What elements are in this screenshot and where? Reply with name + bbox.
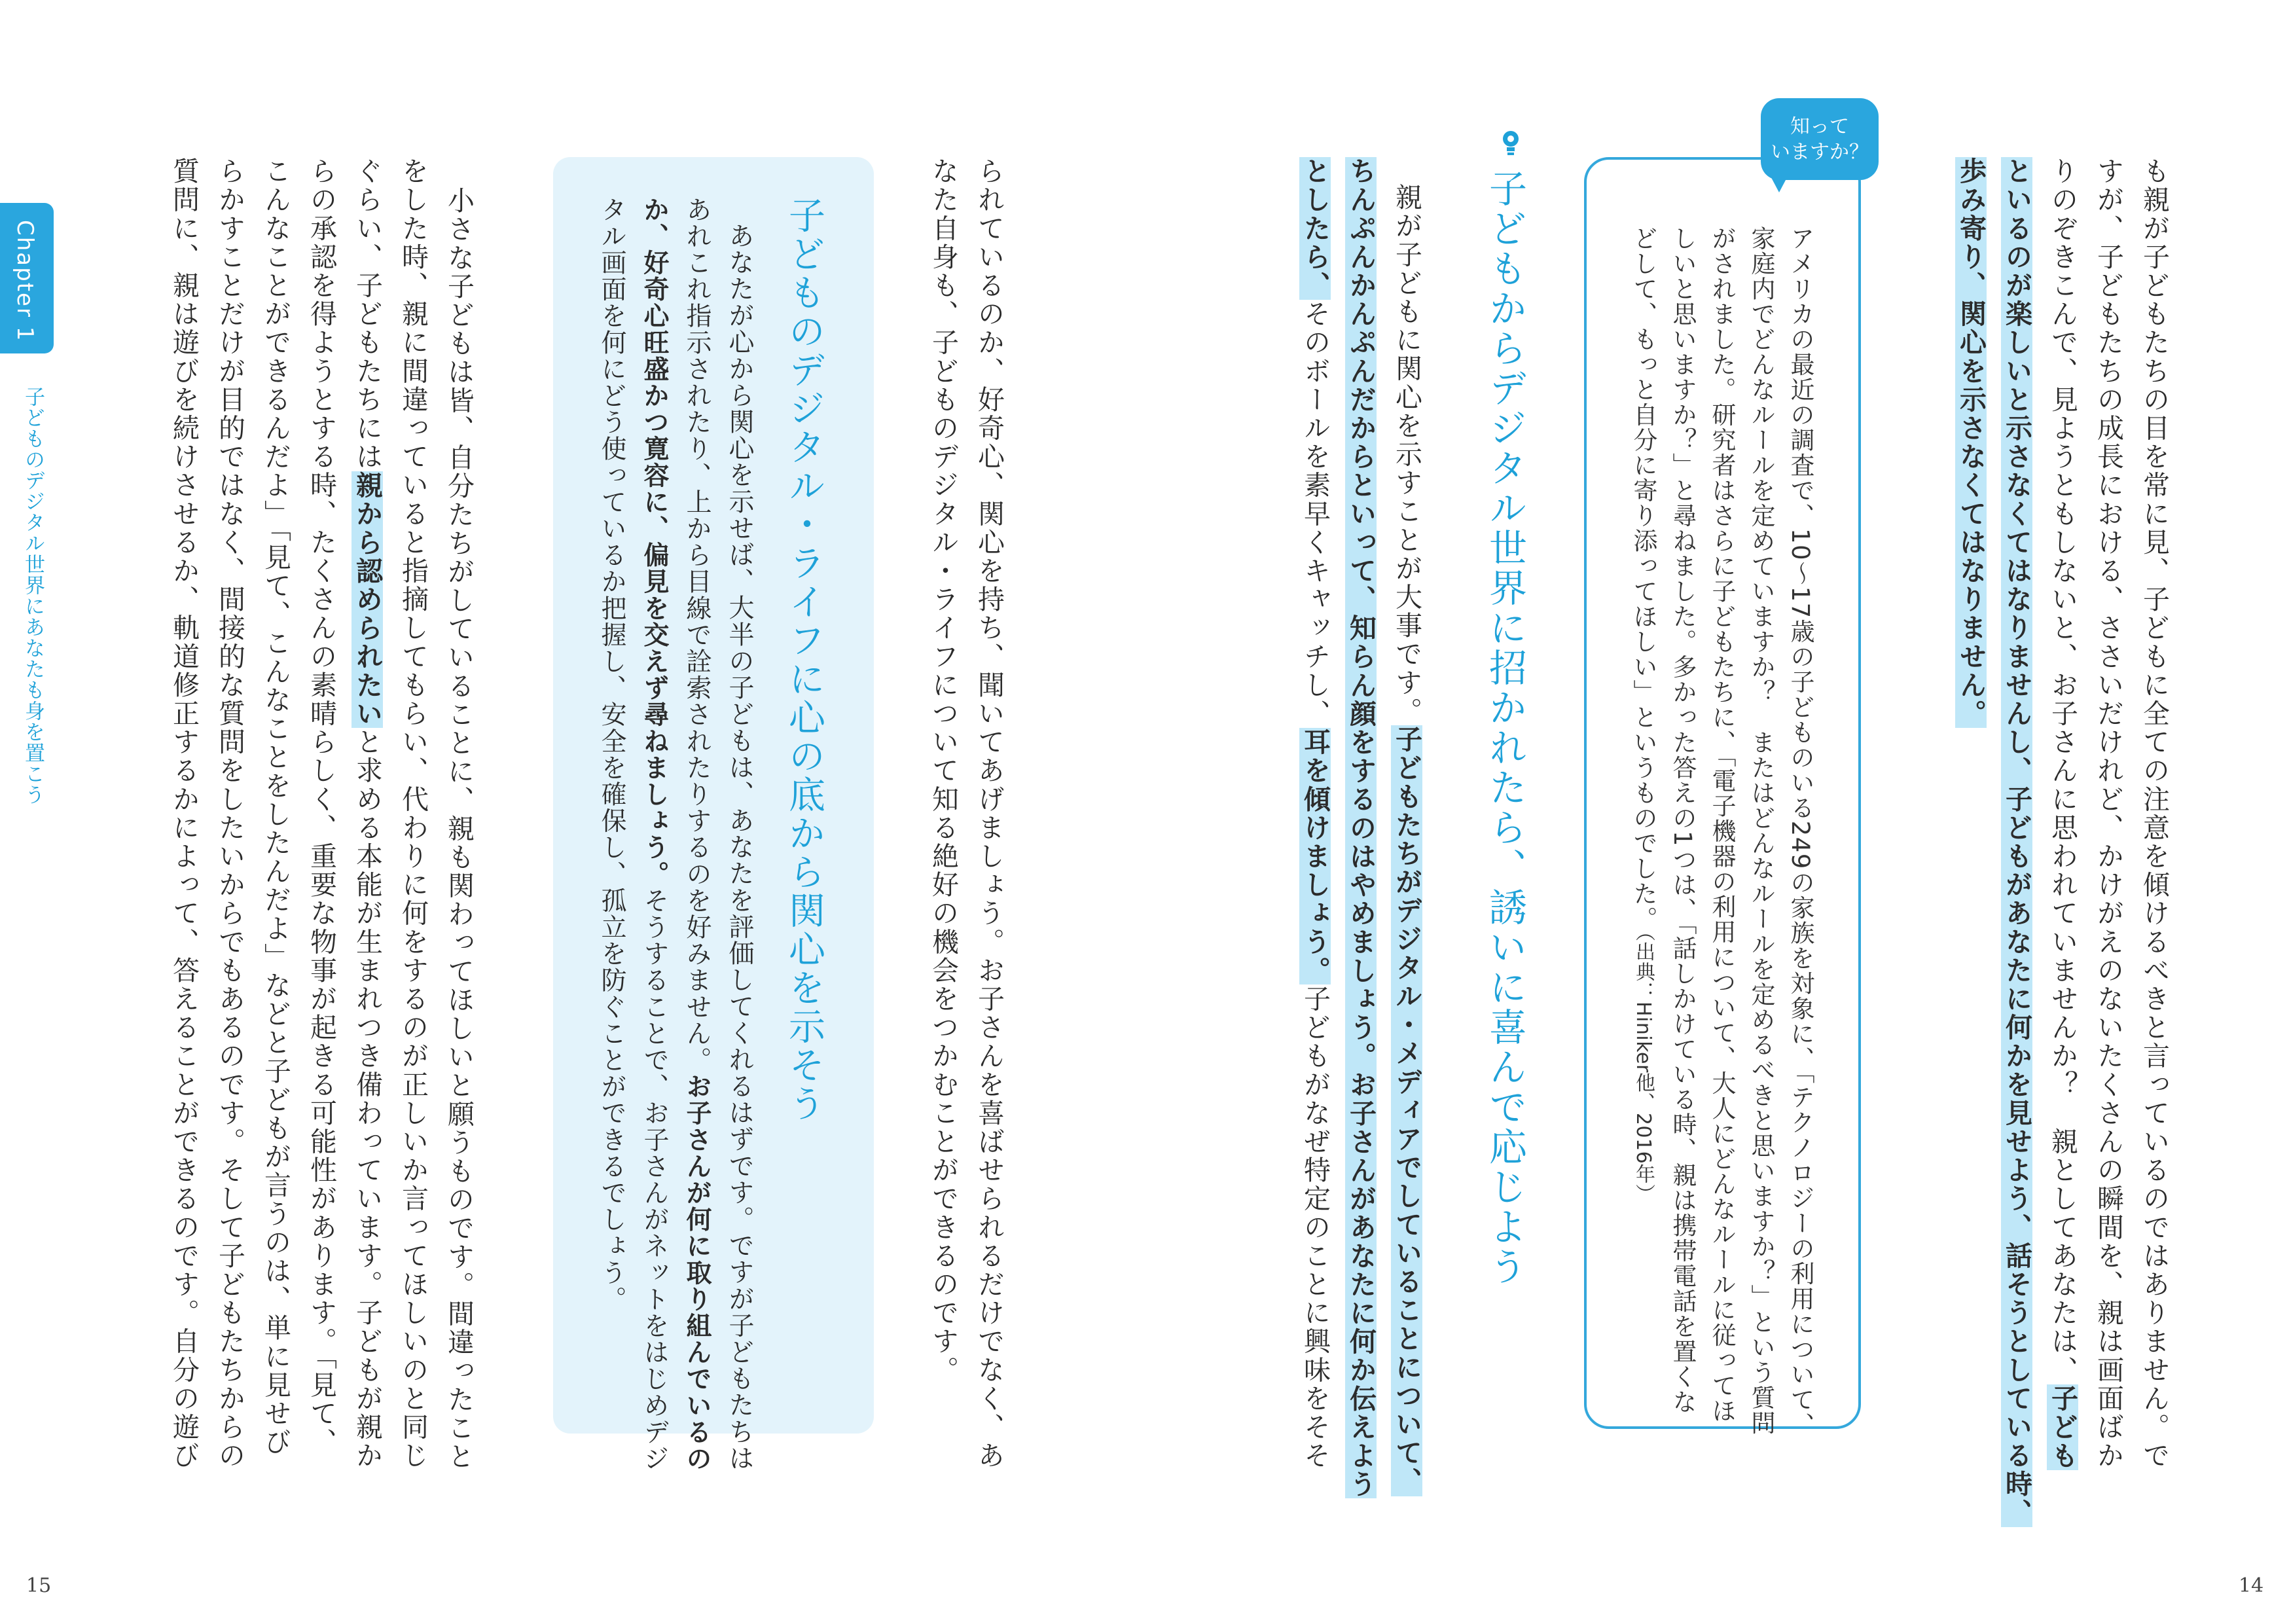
- section-heading: 子どもからデジタル世界に招かれたら、誘いに喜んで応じよう: [1483, 169, 1527, 1287]
- did-you-know-badge: 知って いますか？: [1761, 98, 1879, 180]
- highlighted-text: 耳を傾けましょう。: [1299, 728, 1331, 985]
- body-column: [1345, 157, 1377, 1499]
- highlighted-text: といるのが楽しいと示さなくてはなりませんし、子どもがあなたに何かを見せよう、話そうとしている時、: [2001, 157, 2032, 1527]
- body-column: [2001, 157, 2032, 1527]
- highlighted-text: 子どもたちがデジタル・メディアでしていることについて、: [1391, 725, 1422, 1496]
- body-column: [1955, 157, 1987, 1434]
- tip-column: あなたが心から関心を示せば、大半の子どもは、あなたを評価してくれるはずです。ですが子どもたちは: [725, 223, 754, 1472]
- tip-column: か、好奇心旺盛かつ寛容に、偏見を交えず尋ねましょう。そうすることで、お子さんがネットをはじめデジ: [640, 196, 669, 1472]
- body-column: られているのか、好奇心、関心を持ち、聞いてあげましょう。お子さんを喜ばせられるだけでなく、あ: [973, 157, 1005, 1470]
- body-column: としたら、そのボールを素早くキャッチし、耳を傾けましょう。子どもがなぜ特定のことに興味をそそ: [1299, 157, 1331, 1470]
- body-column: 小さな子どもは皆、自分たちがしていることに、親も関わってほしいと願うものです。間違ったこと: [443, 187, 475, 1471]
- body-column: らかすことだけが目的ではなく、間接的な質問をしたいからでもあるのです。そして子どもたちからの: [214, 157, 245, 1470]
- aside-column: がされました。研究者はさらに子どもたちに、「電子機器の利用について、大人にどんなルールに従ってほ: [1708, 226, 1736, 1424]
- lightbulb-icon: [1500, 130, 1521, 158]
- tip-column: あれこれ指示されたり、上から目線で詮索されたりするのを好みません。お子さんが何に取り組んでいるの: [682, 196, 712, 1472]
- tip-title: 子どものデジタル・ライフに心の底から関心を示そう: [783, 196, 825, 1123]
- body-column: 親が子どもに関心を示すことが大事です。子どもたちがデジタル・メディアでしていることについて、: [1391, 183, 1422, 1496]
- body-column: らの承認を得ようとする時、たくさんの素晴らしく、重要な物事が起きる可能性があります。「見て、: [306, 157, 337, 1457]
- highlighted-text: 知らん顔をするのはやめましょう。お子さんがあなたに何か伝えよう: [1345, 613, 1377, 1499]
- aside-column: しいと思いますか？」と尋ねました。多かった答えの1つは、「話しかけている時、親は携帯電話を置くな: [1668, 226, 1697, 1415]
- running-head: 子どものデジタル世界にあなたも身を置こう: [21, 386, 45, 805]
- bold-text: お子さんが何に取り組んでいるの: [682, 1073, 712, 1472]
- highlighted-text: 子ども: [2047, 1384, 2078, 1470]
- tip-column: タル画面を何にどう使っているか把握し、安全を確保し、孤立を防ぐことができるでしょう。: [597, 196, 626, 1313]
- highlighted-text: ちんぷんかんぷんだからといって、: [1345, 157, 1377, 614]
- body-column: りのぞきこんで、見ようともしないと、お子さんに思われていませんか？ 親としてあなたは、子ども: [2047, 157, 2078, 1470]
- aside-column: アメリカの最近の調査で、10～17歳の子どものいる249の家族を対象に、「テクノロジーの利用について、: [1786, 226, 1814, 1437]
- highlighted-text: としたら、: [1299, 157, 1331, 300]
- page-number: 14: [2239, 1574, 2264, 1597]
- body-column: も親が子どもたちの目を常に見、子どもに全ての注意を傾けるべきと言っているのではありません。で: [2138, 157, 2170, 1470]
- chapter-label: Chapter 1: [12, 220, 38, 342]
- body-column: すが、子どもたちの成長における、ささいだけれど、かけがえのないたくさんの瞬間を、親は画面ばか: [2093, 157, 2124, 1470]
- aside-column: 家庭内でどんなルールを定めていますか？ またはどんなルールを定めるべきと思いますか？」という質問: [1747, 226, 1775, 1435]
- bold-text: か、好奇心旺盛かつ寛容に、偏見を交えず尋ねましょう。: [640, 196, 669, 888]
- aside-column: どして、もっと自分に寄り添ってほしい」というものでした。（出典：Hiniker他、2016年）: [1629, 226, 1657, 1204]
- highlighted-text: 親から認められたい: [351, 471, 383, 729]
- body-column: ぐらい、子どもたちには親から認められたいと求める本能が生まれつき備わっています。子どもが親か: [351, 157, 383, 1470]
- highlighted-text: 歩み寄り、関心を示さなくてはなりません。: [1955, 157, 1987, 728]
- body-column: こんなことができるんだよ」「見て、こんなことをしたんだよ」などと子どもが言うのは、単に見せび: [260, 157, 291, 1457]
- body-column: なた自身も、子どものデジタル・ライフについて知る絶好の機会をつかむことができるのです。: [928, 157, 959, 1384]
- body-column: 質問に、親は遊びを続けさせるか、軌道修正するかによって、答えることができるのです。自分の遊び: [168, 157, 200, 1470]
- page-number: 15: [26, 1574, 52, 1597]
- body-column: をした時、親に間違っていると指摘してもらい、代わりに何をするのが正しいか言ってほしいのと同じ: [397, 157, 429, 1470]
- citation: （出典：Hiniker他、2016年）: [1632, 931, 1655, 1204]
